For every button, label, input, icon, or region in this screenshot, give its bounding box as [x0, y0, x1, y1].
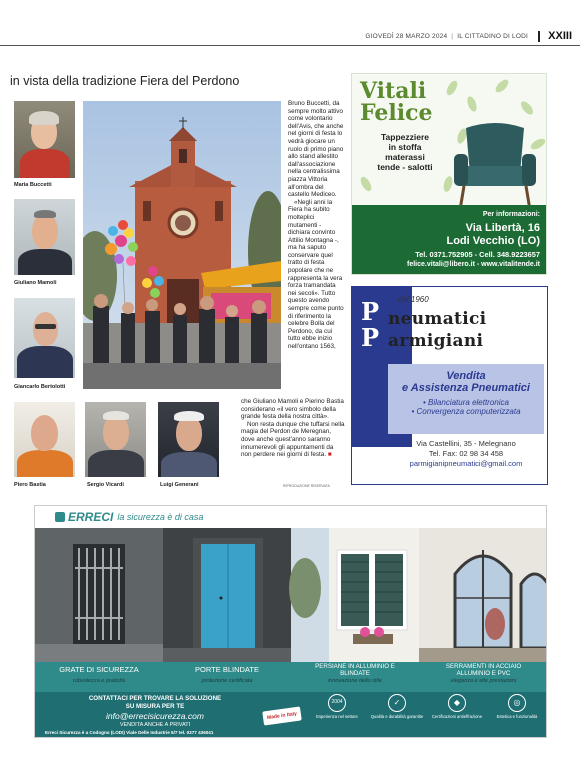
article-end-mark: ■	[327, 451, 332, 459]
pneumatici-phone: Tel. Fax: 02 98 34 458	[428, 449, 504, 458]
made-in-italy-badge: Made in Italy	[262, 706, 302, 725]
portrait-caption: Maria Buccetti	[14, 182, 52, 188]
pneumatici-parmigiani-ad[interactable]	[351, 286, 548, 485]
article-paragraph: che Giuliano Mamoli e Pierino Bastia considerano «il vero simbolo della grande festa della nostra città».	[241, 398, 344, 421]
pneumatici-contact	[388, 439, 544, 469]
header-separator: |	[451, 33, 454, 40]
badge-label: Certificazioni antieffrazione	[431, 714, 483, 719]
badge-label: Esperienza nel settore	[316, 714, 358, 719]
armchair-image	[448, 118, 542, 218]
erreci-product-title: PERSIANE IN ALLUMINIO E BLINDATE	[315, 663, 395, 677]
vitali-address: Via Libertà, 16	[465, 222, 540, 234]
erreci-email[interactable]: info@errecisicurezza.com	[106, 711, 204, 721]
portrait-caption: Luigi Generani	[160, 482, 199, 488]
page-number-bar	[538, 31, 540, 42]
portrait-photo	[158, 402, 219, 477]
portrait-caption: Giancarlo Bertolotti	[14, 384, 66, 390]
pneumatici-since: dal 1960	[398, 295, 429, 304]
pneumatici-heading: e Assistenza Pneumatici	[402, 382, 530, 394]
erreci-address: Erreci Sicurezza è a Codogno (LODI) Viale Delle Industrie 5/7 tel. 0377 436041	[45, 730, 214, 735]
badge-icon: ✓	[388, 694, 406, 712]
badge-icon: 2004	[328, 694, 346, 712]
church-fair-illustration	[83, 101, 281, 389]
erreci-badge	[429, 694, 485, 738]
erreci-products-band	[35, 662, 547, 692]
erreci-product[interactable]	[291, 662, 419, 692]
article-paragraph: Non resta dunque che tuffarsi nella magia del Perdon de Meregnan, dove anche quest'anno saranno innumerevoli gli appuntamenti da non perdere nei giorni di festa.	[241, 420, 345, 459]
erreci-brand: ERRECI	[68, 510, 114, 524]
vitali-felice-ad[interactable]	[351, 73, 547, 275]
pneumatici-service: • Bilanciatura elettronica	[423, 398, 509, 407]
portrait-caption: Giuliano Mamoli	[14, 280, 57, 286]
portrait-photo	[85, 402, 146, 477]
erreci-online: VENDITA ANCHE A PRIVATI	[119, 722, 191, 728]
vitali-services	[372, 132, 438, 172]
pneumatici-email[interactable]: parmigianipneumatici@gmail.com	[409, 459, 523, 468]
reproduction-notice: RIPRODUZIONE RISERVATA	[283, 484, 330, 488]
article-bottom	[241, 398, 345, 459]
header-rule	[0, 45, 580, 46]
page-number: XXIII	[548, 30, 572, 42]
badge-label: Estetica e funzionalità	[496, 714, 538, 719]
erreci-brand-row	[55, 510, 203, 524]
badge-icon: ◎	[508, 694, 526, 712]
erreci-product-sub: innovazione dello stile	[328, 678, 382, 684]
erreci-tagline: la sicurezza è di casa	[117, 512, 204, 522]
erreci-ad[interactable]	[34, 505, 547, 738]
vitali-phone: Tel. 0371.752905 - Cell. 348.9223657	[415, 250, 540, 259]
pneumatici-heading: Vendita	[446, 370, 486, 382]
vitali-title	[360, 80, 433, 124]
pneumatici-address: Via Castellini, 35 - Melegnano	[416, 439, 516, 448]
vitali-web[interactable]: felice.vitali@libero.it - www.vitalitende.it	[407, 261, 540, 268]
church-fair-photo	[83, 101, 281, 389]
erreci-badges	[307, 694, 547, 738]
erreci-product-sub: robustezza e praticità	[72, 678, 126, 684]
erreci-product-title: GRATE DI SICUREZZA	[59, 665, 139, 674]
vitali-service: Tappezziere	[380, 132, 430, 142]
erreci-contact-line: CONTATTACI PER TROVARE LA SOLUZIONE	[88, 695, 222, 702]
portrait-photo	[14, 298, 75, 378]
badge-icon: ◆	[448, 694, 466, 712]
vitali-title-line: Felice	[360, 100, 433, 126]
pneumatici-initial: P	[361, 323, 380, 352]
erreci-product-title: PORTE BLINDATE	[195, 665, 259, 674]
badge-label: Qualità e durabilità garantite	[370, 714, 424, 719]
erreci-contact-line: SU MISURA PER TE	[125, 703, 185, 710]
portrait-photo	[14, 101, 75, 178]
header-publication: IL CITTADINO DI LODI	[457, 33, 528, 40]
article-paragraph: Bruno Buccetti, da sempre molto attivo come volontario dell'Avis, che anche nel giorni di festa lo vedrà giocare un ruolo di primo piano allo stand allestito dall'associazione nella centralissima piazza Vittoria all'ombra del castello Mediceo.	[288, 100, 344, 199]
portrait-caption: Piero Bastia	[14, 482, 46, 488]
products-photo-strip	[35, 528, 547, 662]
erreci-product-title: SERRAMENTI IN ACCIAIO ALLUMINIO E PVC	[445, 663, 522, 677]
vitali-city: Lodi Vecchio (LO)	[446, 235, 540, 247]
pneumatici-name-line: armigiani	[388, 331, 484, 351]
article-headline: in vista della tradizione Fiera del Perdono	[10, 74, 240, 88]
vitali-title-line: Vitali	[360, 78, 427, 104]
vitali-service: in stoffa	[388, 142, 422, 152]
erreci-product-sub: eleganza e alte prestazioni	[450, 678, 517, 684]
erreci-logo-icon	[55, 512, 65, 522]
portrait-photo	[14, 199, 75, 275]
vitali-service: materassi	[385, 152, 425, 162]
masthead	[365, 33, 528, 40]
pneumatici-service: • Convergenza computerizzata	[411, 407, 521, 416]
erreci-badge	[489, 694, 545, 738]
article-column	[288, 100, 344, 351]
vitali-contact	[407, 210, 540, 270]
article-paragraph: «Negli anni la Fiera ha subito molteplici mutamenti - dichiara convinto Attilio Montagna -, ma ha saputo conservare quel tratto di festa popolare che ne rappresenta la vera forza tramandata nei secoli». Tutto questo avendo sempre come punto di riferimento la celebre Bolla del Perdono, da cui tutto ebbe inizio nell'ontano 1563,	[288, 198, 344, 350]
erreci-product[interactable]	[35, 662, 163, 692]
erreci-product-sub: protezione certificata	[201, 678, 253, 684]
pneumatici-initial: P	[361, 297, 380, 326]
portrait-caption: Sergio Vicardi	[87, 482, 124, 488]
pneumatici-services-box	[388, 364, 544, 434]
erreci-contact	[55, 695, 255, 729]
erreci-product[interactable]	[419, 662, 547, 692]
vitali-service: tende - salotti	[377, 162, 433, 172]
erreci-badge	[309, 694, 365, 738]
pneumatici-name-line: neumatici	[388, 309, 487, 329]
erreci-badge	[369, 694, 425, 738]
header-date: GIOVEDÌ 28 MARZO 2024	[365, 33, 448, 40]
vitali-info-label: Per informazioni:	[482, 211, 540, 218]
portrait-photo	[14, 402, 75, 477]
erreci-product[interactable]	[163, 662, 291, 692]
